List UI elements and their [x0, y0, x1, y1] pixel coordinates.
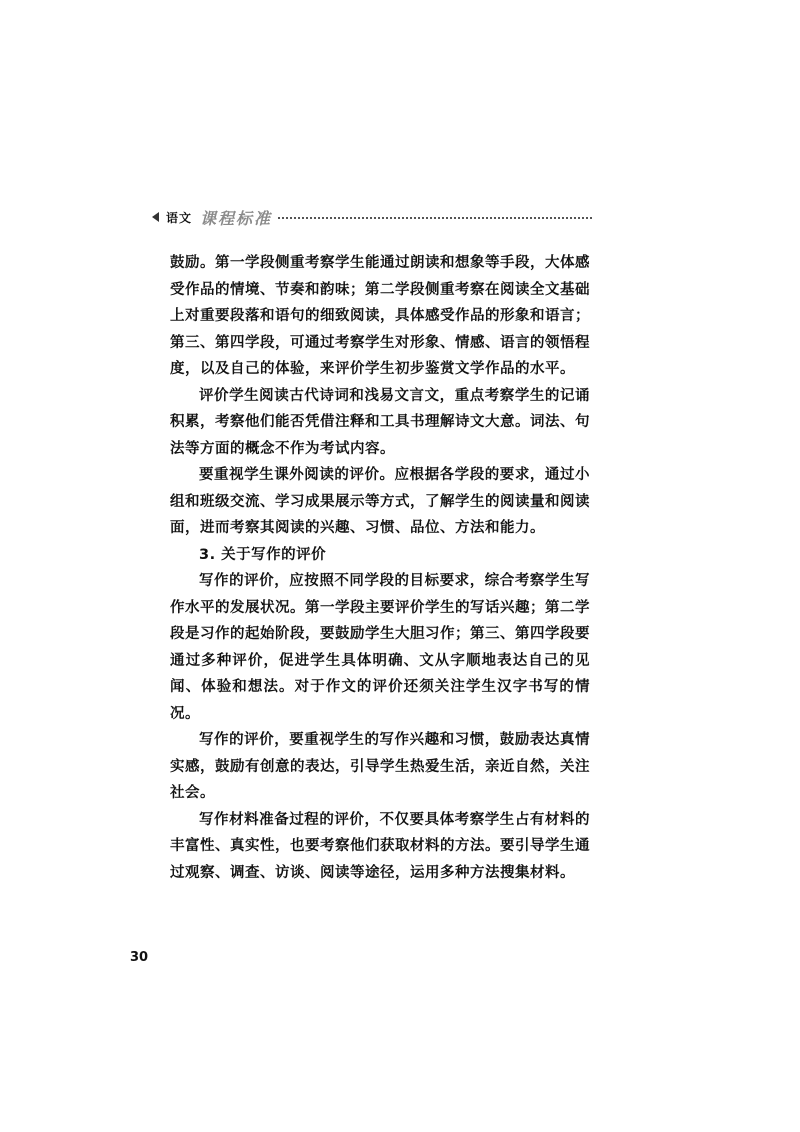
section-heading: 3. 关于写作的评价: [199, 546, 327, 563]
paragraph: 评价学生阅读古代诗词和浅易文言文，重点考察学生的记诵积累，考察他们能否凭借注释和工具书理解诗文大意。词法、句法等方面的概念不作为考试内容。: [170, 387, 590, 457]
header-dotted-rule: [278, 217, 592, 219]
paragraph: 写作的评价，应按照不同学段的目标要求，综合考察学生写作水平的发展状况。第一学段主要评价学生的写话兴趣；第二学段是习作的起始阶段，要鼓励学生大胆习作；第三、第四学段要通过多种评价，促进学生具体明确、文从字顺地表达自己的见闻、体验和想法。对于作文的评价还须关注学生汉字书写的情况。: [170, 573, 590, 722]
header-title: 课程标准: [200, 208, 273, 228]
paragraph: 要重视学生课外阅读的评价。应根据各学段的要求，通过小组和班级交流、学习成果展示等方式，了解学生的阅读量和阅读面，进而考察其阅读的兴趣、习惯、品位、方法和能力。: [170, 467, 590, 536]
page-number: 30: [130, 950, 149, 965]
body-text: [170, 250, 590, 886]
paragraph-continuation: 鼓励。第一学段侧重考察学生能通过朗读和想象等手段，大体感受作品的情境、节奏和韵味；第二学段侧重考察在阅读全文基础上对重要段落和语句的细致阅读，具体感受作品的形象和语言；第三、第四学段，可通过考察学生对形象、情感、语言的领悟程度，以及自己的体验，来评价学生初步鉴赏文学作品的水平。: [170, 255, 590, 377]
header-subject: 语文: [166, 210, 193, 225]
left-triangle-icon: [152, 212, 159, 222]
paragraph: 写作材料准备过程的评价，不仅要具体考察学生占有材料的丰富性、真实性，也要考察他们获取材料的方法。要引导学生通过观察、调查、访谈、阅读等途径，运用多种方法搜集材料。: [170, 811, 590, 881]
paragraph: 写作的评价，要重视学生的写作兴趣和习惯，鼓励表达真情实感，鼓励有创意的表达，引导学生热爱生活，亲近自然，关注社会。: [170, 732, 590, 801]
running-header: [152, 206, 592, 228]
